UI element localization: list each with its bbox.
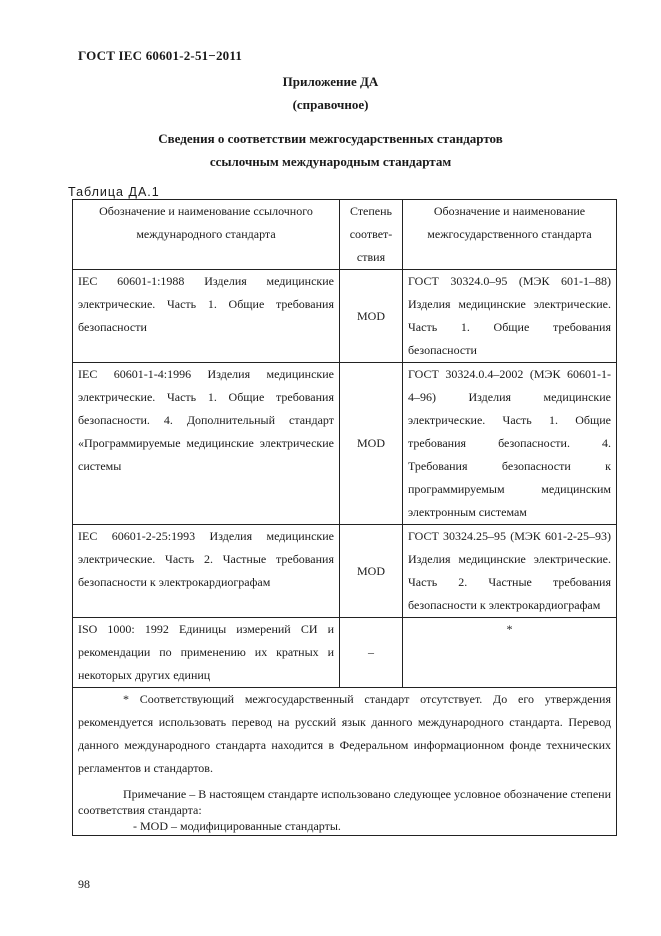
table-footer-cell	[73, 688, 617, 836]
note-text: Примечание – В настоящем стандарте использовано следующее условное обозначение степени соответствия стандарта:	[78, 787, 612, 817]
appendix-title: Приложение ДА	[282, 74, 379, 89]
degree-cell: MOD	[340, 270, 403, 363]
header-degree: Степень соответ-ствия	[340, 200, 403, 270]
intl-standard-cell: IEC 60601-1:1988 Изделия медицинские электрические. Часть 1. Общие требования безопасности	[73, 270, 340, 363]
section-title-line-1: Сведения о соответствии межгосударственных стандартов	[158, 131, 503, 146]
intl-standard-cell: ISO 1000: 1992 Единицы измерений СИ и рекомендации по применению их кратных и некоторых других единиц	[73, 618, 340, 688]
footnote-marker: *	[506, 622, 513, 636]
footnote-text: * Соответствующий межгосударственный стандарт отсутствует. До его утверждения рекомендуется использовать перевод на русский язык данного международного стандарта. Перевод данного международного стандарта находится в Федеральном информационном фонде технических регламентов и стандартов.	[78, 692, 611, 775]
interstate-standard-cell: ГОСТ 30324.0–95 (МЭК 601-1–88) Изделия медицинские электрические. Часть 1. Общие требования безопасности	[403, 270, 617, 363]
table-row	[73, 525, 617, 618]
page-number: 98	[78, 877, 90, 891]
table-header-row	[73, 200, 617, 270]
interstate-standard-cell	[403, 618, 617, 688]
degree-cell: MOD	[340, 363, 403, 525]
section-title-line-2: ссылочным международным стандартам	[209, 154, 452, 169]
header-intl-standard: Обозначение и наименование ссылочного международного стандарта	[73, 200, 340, 270]
table-row	[73, 618, 617, 688]
table-row	[73, 270, 617, 363]
intl-standard-cell: IEC 60601-1-4:1996 Изделия медицинские электрические. Часть 1. Общие требования безопасности. 4. Дополнительный стандарт «Программируемые медицинские электрические системы	[73, 363, 340, 525]
table-caption: Таблица ДА.1	[68, 185, 160, 199]
degree-cell: MOD	[340, 525, 403, 618]
interstate-standard-cell: ГОСТ 30324.25–95 (МЭК 601-2-25–93) Изделия медицинские электрические. Часть 2. Частные требования безопасности к электрокардиографам	[403, 525, 617, 618]
document-header: ГОСТ IEC 60601-2-51−2011	[78, 48, 243, 63]
intl-standard-cell: IEC 60601-2-25:1993 Изделия медицинские электрические. Часть 2. Частные требования безопасности к электрокардиографам	[73, 525, 340, 618]
appendix-subtitle: (справочное)	[292, 97, 369, 112]
note-item: - MOD – модифицированные стандарты.	[133, 819, 341, 833]
interstate-standard-cell: ГОСТ 30324.0.4–2002 (МЭК 60601-1-4–96) Изделия медицинские электрические. Часть 1. Общие требования безопасности. 4. Требования безопасности к программируемым медицинским электронным системам	[403, 363, 617, 525]
degree-cell: –	[340, 618, 403, 688]
correspondence-table	[72, 199, 617, 836]
table-footer-row	[73, 688, 617, 836]
table-row	[73, 363, 617, 525]
header-interstate-standard: Обозначение и наименование межгосударственного стандарта	[403, 200, 617, 270]
